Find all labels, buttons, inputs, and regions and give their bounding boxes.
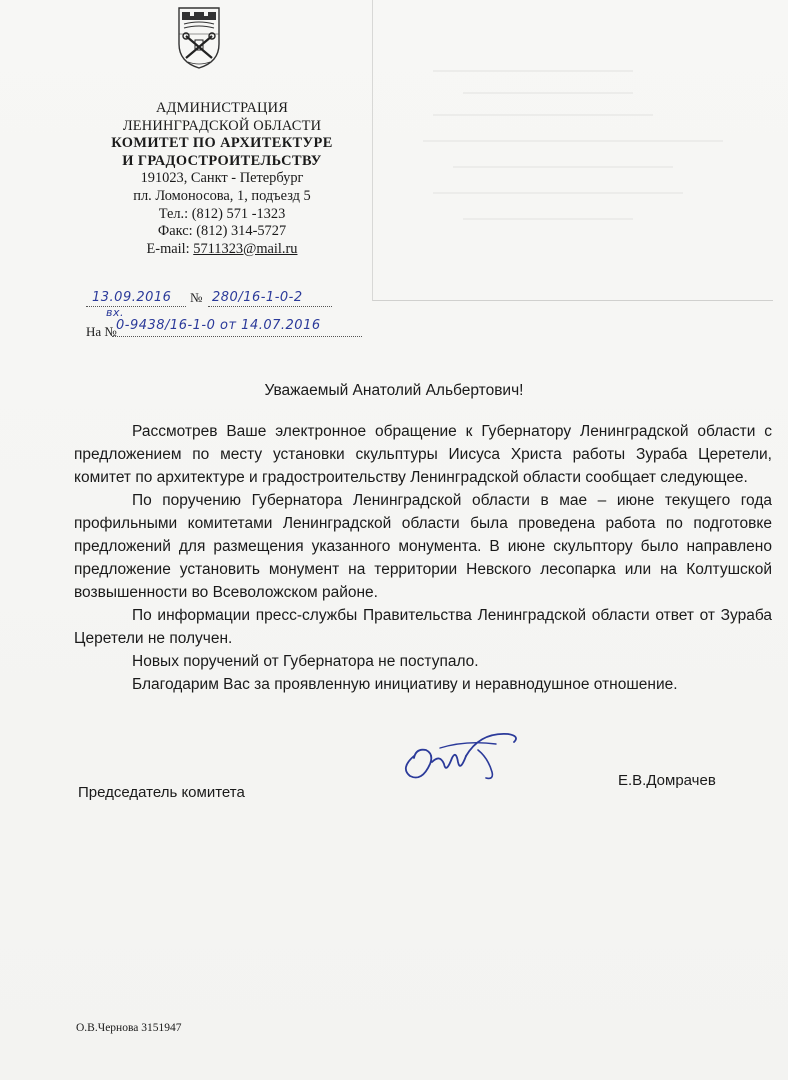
header-line: ЛЕНИНГРАДСКОЙ ОБЛАСТИ	[122, 117, 322, 134]
ref-number-underline	[112, 336, 362, 337]
handwritten-signature	[396, 728, 532, 784]
reverse-side-show-through	[372, 0, 773, 301]
committee-name: И ГРАДОСТРОИТЕЛЬСТВУ	[122, 152, 322, 169]
sender-header	[64, 100, 380, 258]
email-link[interactable]: 5711323@mail.ru	[193, 240, 298, 257]
phone-line: Тел.: (812) 571 -1323	[158, 205, 286, 222]
email-label: E-mail:	[146, 240, 194, 257]
reg-number-underline	[208, 306, 332, 307]
letter-body	[74, 420, 772, 696]
paragraph: Новых поручений от Губернатора не поступало.	[132, 653, 479, 670]
address-line: 191023, Санкт - Петербург	[140, 170, 304, 187]
paragraph: Рассмотрев Ваше электронное обращение к Губернатору Ленинградской области с предложением по месту установки скульптуры Иисуса Христа работы Зураба Церетели, комитет по архитектуре и градостроительству Ленинградской области сообщает следующее.	[74, 423, 772, 486]
reg-date-underline	[86, 306, 186, 307]
incoming-mark: вх.	[106, 306, 124, 319]
committee-name: КОМИТЕТ ПО АРХИТЕКТУРЕ	[111, 135, 333, 152]
header-line: АДМИНИСТРАЦИЯ	[155, 100, 289, 116]
paragraph: По информации пресс-службы Правительства Ленинградской области ответ от Зураба Церетели не получен.	[74, 607, 772, 647]
ref-number-label: На №	[86, 324, 117, 339]
paragraph: Благодарим Вас за проявленную инициативу и неравнодушное отношение.	[132, 676, 678, 693]
greeting: Уважаемый Анатолий Альбертович!	[264, 382, 524, 399]
email-line	[64, 241, 380, 259]
ref-number: 0-9438/16-1-0 от 14.07.2016	[116, 318, 321, 333]
fax-line: Факс: (812) 314-5727	[157, 223, 287, 240]
signer-name: Е.В.Домрачев	[618, 772, 716, 789]
reg-number-label: №	[190, 290, 203, 305]
signer-position: Председатель комитета	[78, 784, 245, 801]
address-line: пл. Ломоносова, 1, подъезд 5	[133, 187, 311, 204]
reg-date: 13.09.2016	[92, 290, 172, 305]
coat-of-arms-icon	[176, 6, 222, 70]
reg-number: 280/16-1-0-2	[212, 290, 303, 305]
executor-note: О.В.Чернова 3151947	[76, 1022, 182, 1034]
paragraph: По поручению Губернатора Ленинградской области в мае – июне текущего года профильными комитетами Ленинградской области была проведена работа по подготовке предложений для размещения указанного монумента. В июне скульптору было направлено предложение установить монумент на территории Невского лесопарка или на Колтушской возвышенности во Всеволожском районе.	[74, 492, 772, 601]
